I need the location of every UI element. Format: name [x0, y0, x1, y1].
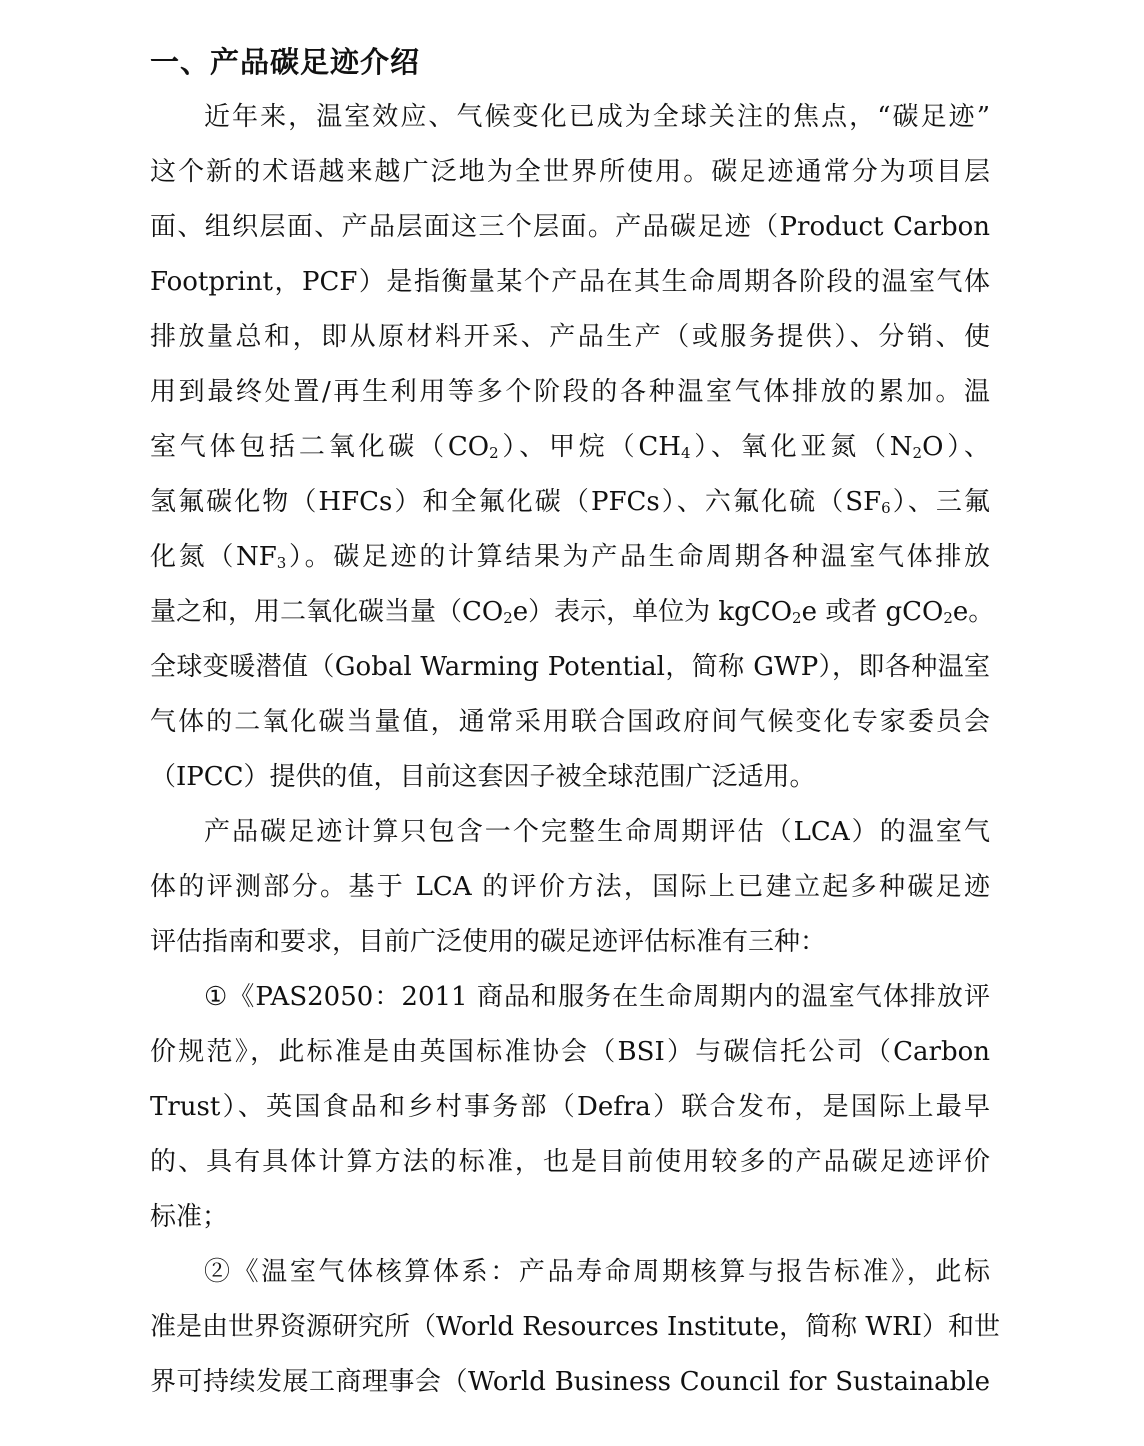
text-line: Footprint，PCF）是指衡量某个产品在其生命周期各阶段的温室气体 — [150, 267, 990, 297]
paragraph-ghg-protocol — [150, 1245, 1000, 1410]
paragraph-intro — [150, 90, 995, 805]
text-line: 用到最终处置/再生利用等多个阶段的各种温室气体排放的累加。温 — [150, 377, 990, 407]
section-heading: 一、产品碳足迹介绍 — [150, 45, 421, 79]
text-line: 界可持续发展工商理事会（World Business Council for Sustainable — [150, 1367, 990, 1397]
text-line: Trust）、英国食品和乡村事务部（Defra）联合发布，是国际上最早 — [150, 1092, 990, 1122]
text-line: ①《PAS2050：2011 商品和服务在生命周期内的温室气体排放评 — [204, 982, 990, 1012]
paragraph-pas2050 — [150, 970, 990, 1245]
text-line: 标准； — [150, 1202, 229, 1232]
text-line: ②《温室气体核算体系：产品寿命周期核算与报告标准》，此标 — [204, 1257, 990, 1287]
text-line: 面、组织层面、产品层面这三个层面。产品碳足迹（Product Carbon — [150, 212, 990, 242]
text-line: 室气体包括二氧化碳$(CO_2)$、甲烷$(CH_4)$、氧化亚氮$(N_2O)$、 — [150, 432, 990, 462]
text-line: 近年来，温室效应、气候变化已成为全球关注的焦点，“碳足迹” — [204, 102, 990, 132]
text-line: 的、具有具体计算方法的标准，也是目前使用较多的产品碳足迹评价 — [150, 1147, 990, 1177]
text-line: 价规范》，此标准是由英国标准协会（BSI）与碳信托公司（Carbon — [150, 1037, 990, 1067]
text-line: 气体的二氧化碳当量值，通常采用联合国政府间气候变化专家委员会 — [150, 707, 990, 737]
text-line: 全球变暖潜值（Gobal Warming Potential，简称 GWP），即各种温室 — [150, 652, 990, 682]
paragraph-lca — [150, 805, 990, 970]
text-line: 这个新的术语越来越广泛地为全世界所使用。碳足迹通常分为项目层 — [150, 157, 990, 187]
text-line: 产品碳足迹计算只包含一个完整生命周期评估（LCA）的温室气 — [204, 817, 990, 847]
text-line: 氢氟碳化物（HFCs）和全氟化碳（PFCs）、六氟化硫$(SF_6)$、三氟 — [150, 487, 990, 517]
text-line: 化氮$(NF_3)$。碳足迹的计算结果为产品生命周期各种温室气体排放 — [150, 542, 990, 572]
text-line: 准是由世界资源研究所（World Resources Institute，简称 WRI）和世 — [150, 1312, 1000, 1342]
text-line: （IPCC）提供的值，目前这套因子被全球范围广泛适用。 — [150, 762, 816, 792]
document-page — [150, 36, 1000, 1410]
text-line: 排放量总和，即从原材料开采、产品生产（或服务提供）、分销、使 — [150, 322, 990, 352]
text-line: 评估指南和要求，目前广泛使用的碳足迹评估标准有三种： — [150, 927, 827, 957]
text-line: 量之和，用二氧化碳当量$(CO_2e)$表示，单位为 kgCO$_2$e 或者 gCO$_2$e。 — [150, 597, 995, 627]
text-line: 体的评测部分。基于 LCA 的评价方法，国际上已建立起多种碳足迹 — [150, 872, 990, 902]
